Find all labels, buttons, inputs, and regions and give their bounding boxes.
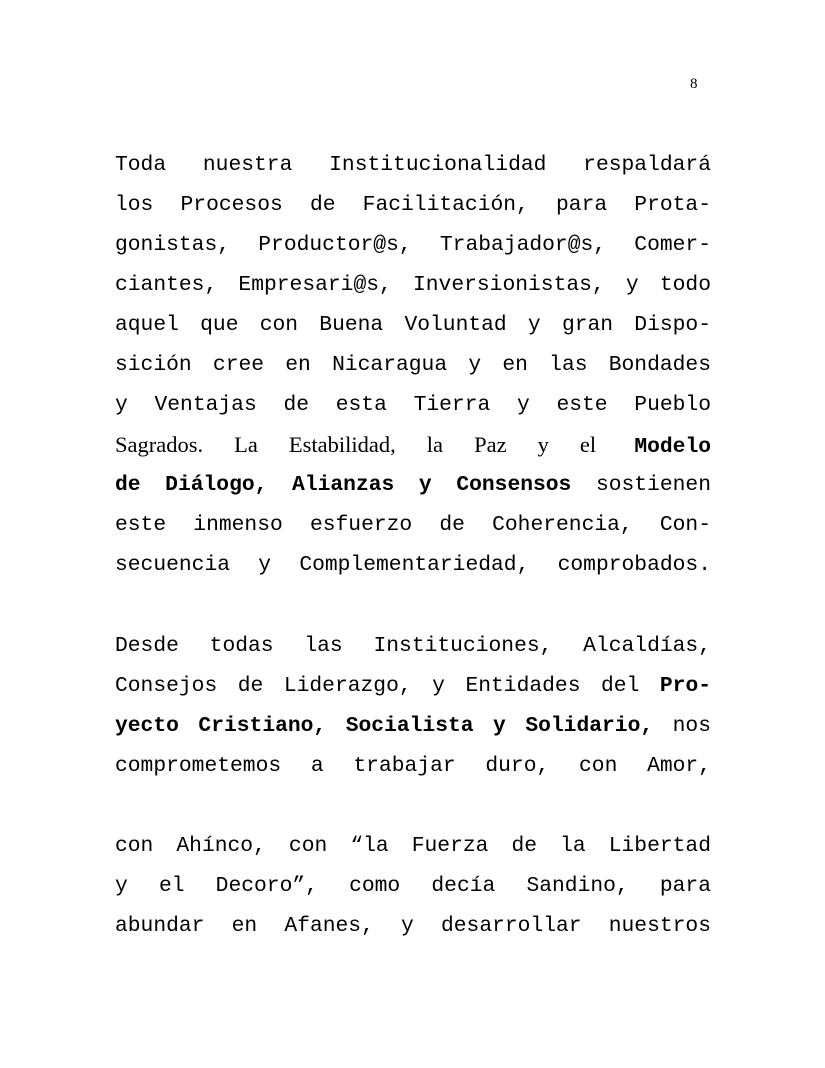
text-line: sición cree en Nicaragua y en las Bondades [115, 353, 711, 377]
text-segment: nos [672, 714, 711, 738]
bold-text-segment: yecto Cristiano, Socialista y Solidario, [115, 714, 654, 738]
text-segment: Consejos de Liderazgo, y Entidades del [115, 674, 640, 698]
bold-text-segment: Pro- [659, 674, 711, 698]
text-line: abundar en Afanes, y desarrollar nuestros [115, 914, 711, 938]
text-line: secuencia y Complementariedad, comprobados. [115, 553, 711, 577]
bold-text-segment: de Diálogo, Alianzas y Consensos [115, 473, 572, 497]
text-line: gonistas, Productor@s, Trabajador@s, Comer- [115, 233, 711, 257]
text-segment: sostienen [595, 473, 711, 497]
text-line [115, 706, 711, 746]
text-line [115, 425, 711, 465]
page-number: 8 [690, 76, 698, 92]
text-line: los Procesos de Facilitación, para Prota- [115, 193, 711, 217]
text-line: comprometemos a trabajar duro, con Amor, [115, 754, 711, 778]
paragraph-institucionalidad [115, 145, 711, 585]
text-line: Desde todas las Instituciones, Alcaldías, [115, 634, 711, 658]
paragraph-ahinco [115, 826, 711, 946]
text-line: Toda nuestra Institucionalidad respaldará [115, 153, 711, 177]
text-segment: Sagrados. La Estabilidad, la Paz y el [115, 432, 597, 457]
text-line: ciantes, Empresari@s, Inversionistas, y todo [115, 273, 711, 297]
text-line: este inmenso esfuerzo de Coherencia, Con- [115, 513, 711, 537]
text-line: y el Decoro”, como decía Sandino, para [115, 874, 711, 898]
text-line: y Ventajas de esta Tierra y este Pueblo [115, 393, 711, 417]
text-line [115, 666, 711, 706]
text-line [115, 465, 711, 505]
paragraph-instituciones [115, 626, 711, 786]
bold-text-segment: Modelo [634, 435, 711, 459]
text-line: con Ahínco, con “la Fuerza de la Libertad [115, 834, 711, 858]
text-line: aquel que con Buena Voluntad y gran Dispo- [115, 313, 711, 337]
